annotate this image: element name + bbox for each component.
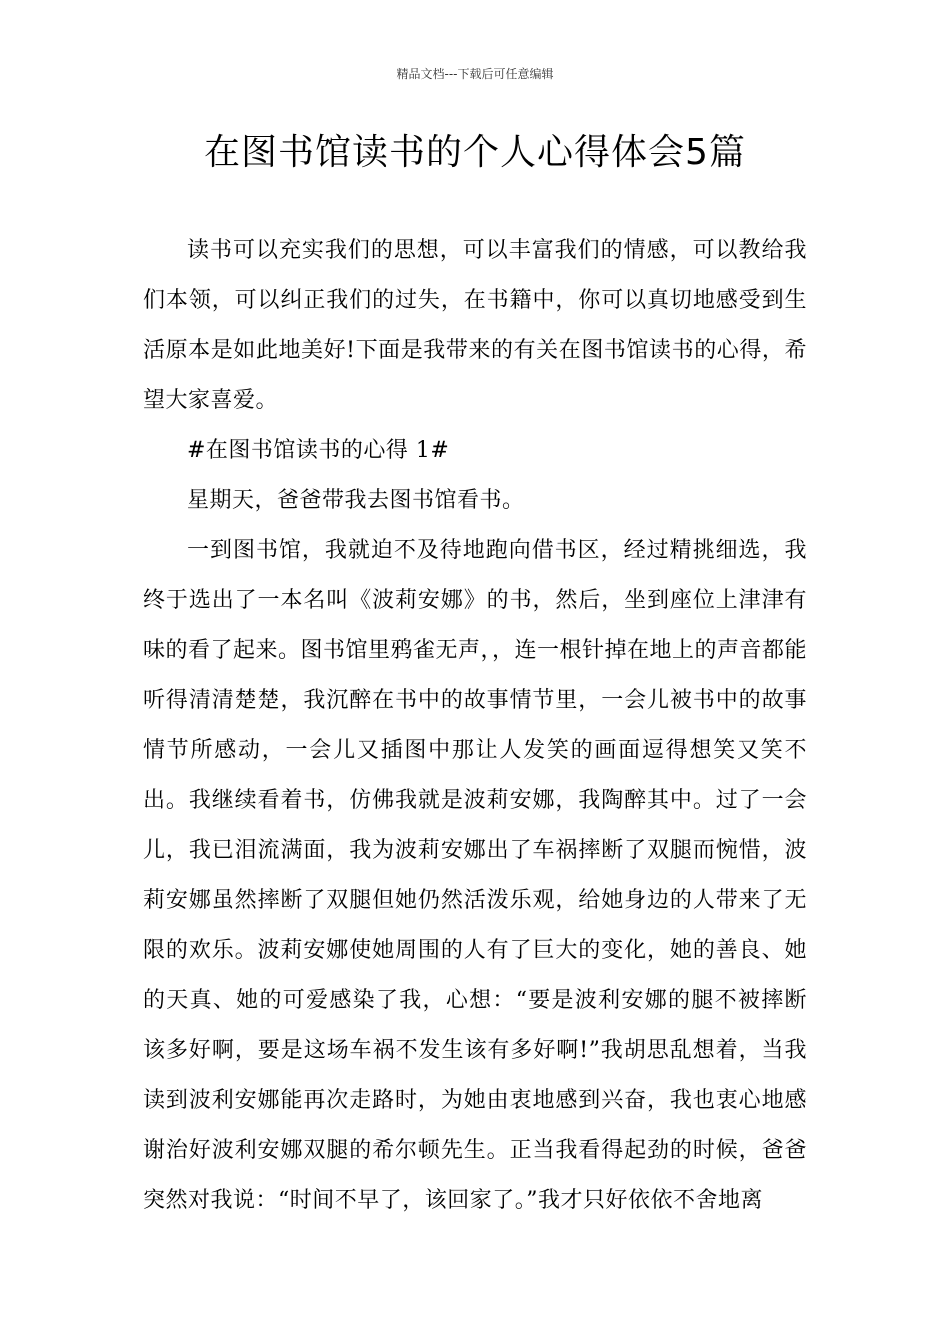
paragraph-intro: 读书可以充实我们的思想，可以丰富我们的情感，可以教给我们本领，可以纠正我们的过失，在书籍中，你可以真切地感受到生活原本是如此地美好!下面是我带来的有关在图书馆读书的心得，希望大家喜爱。 <box>143 238 807 413</box>
document-body <box>143 226 807 1226</box>
section-heading-1: #在图书馆读书的心得 1# <box>187 438 450 463</box>
paragraph-sunday: 星期天，爸爸带我去图书馆看书。 <box>187 488 525 513</box>
document-title: 在图书馆读书的个人心得体会5篇 <box>204 132 746 173</box>
header-note: 精品文档---下载后可任意编辑 <box>396 67 554 81</box>
paragraph-library-story: 一到图书馆，我就迫不及待地跑向借书区，经过精挑细选，我终于选出了一本名叫《波莉安娜》的书，然后，坐到座位上津津有味的看了起来。图书馆里鸦雀无声，，连一根针掉在地上的声音都能听得清清楚楚，我沉醉在书中的故事情节里，一会儿被书中的故事情节所感动，一会儿又插图中那让人发笑的画面逗得想笑又笑不出。我继续看着书，仿佛我就是波莉安娜，我陶醉其中。过了一会儿，我已泪流满面，我为波莉安娜出了车祸摔断了双腿而惋惜，波莉安娜虽然摔断了双腿但她仍然活泼乐观，给她身边的人带来了无限的欢乐。波莉安娜使她周围的人有了巨大的变化，她的善良、她的天真、她的可爱感染了我，心想：“要是波利安娜的腿不被摔断该多好啊，要是这场车祸不发生该有多好啊!”我胡思乱想着，当我读到波利安娜能再次走路时，为她由衷地感到兴奋，我也衷心地感谢治好波利安娜双腿的希尔顿先生。正当我看得起劲的时候，爸爸突然对我说：“时间不早了，该回家了。”我才只好依依不舍地离 <box>143 538 808 1213</box>
